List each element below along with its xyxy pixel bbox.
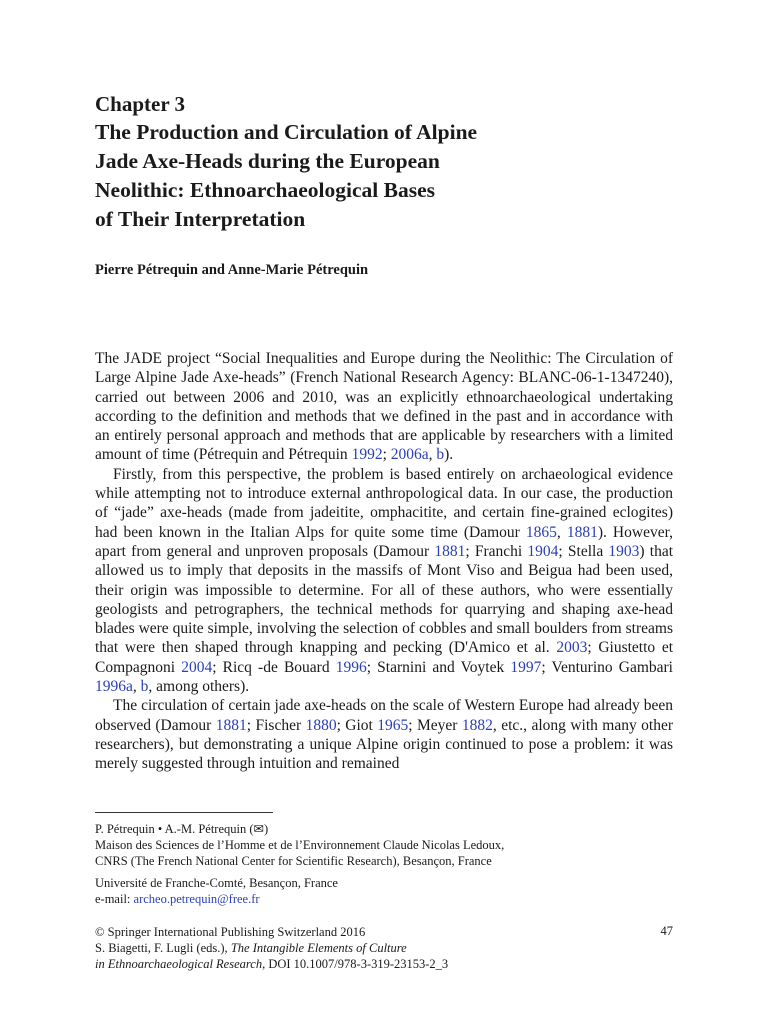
text-run: ; Giot xyxy=(336,716,378,734)
citation-link[interactable]: 2003 xyxy=(556,639,588,657)
text-run: ; Starnini and Voytek xyxy=(366,658,511,676)
text-run: ; Ricq -de Bouard xyxy=(212,658,336,676)
text-run: ). However, apart from general and unproven proposals (Damour xyxy=(95,523,673,560)
paragraph xyxy=(95,696,673,773)
citation-link[interactable]: 1881 xyxy=(215,716,247,734)
citation-link[interactable]: 1881 xyxy=(434,542,466,560)
text-run: Firstly, from this perspective, the problem is based entirely on archaeological evidence while attempting not to introduce external anthropological data. In our case, the production of “jade” axe-heads (made from jadeitite, omphacitite, and certain fine-grained eclogites) had been known in the Italian Alps for quite some time (Damour xyxy=(95,465,673,541)
chapter-title-line: Neolithic: Ethnoarchaeological Bases xyxy=(95,178,436,202)
text-run: , xyxy=(132,678,141,696)
citation-link[interactable]: 1904 xyxy=(527,542,559,560)
footnote-affiliation: Maison des Sciences de l’Homme et de l’Environnement Claude Nicolas Ledoux, xyxy=(95,838,505,852)
text-run: ). xyxy=(444,446,454,464)
email-link[interactable]: archeo.petrequin@free.fr xyxy=(133,892,260,906)
citation-link[interactable]: 1997 xyxy=(510,658,542,676)
text-run: ; Fischer xyxy=(246,716,306,734)
body-text xyxy=(95,349,673,774)
page-number: 47 xyxy=(660,924,673,938)
citation-link[interactable]: 1996 xyxy=(335,658,367,676)
book-title: The Intangible Elements of Culture xyxy=(230,941,407,955)
footnote-email-line xyxy=(95,891,673,907)
footnote-authors: P. Pétrequin • A.-M. Pétrequin (✉) xyxy=(95,822,269,836)
text-run: , etc., along with many other researchers), but demonstrating a unique Alpine origin continued to pose a problem: it was merely suggested through intuition and remained xyxy=(95,716,674,773)
text-run: ; Franchi xyxy=(465,542,528,560)
citation-link[interactable]: 1880 xyxy=(305,716,337,734)
chapter-label: Chapter 3 xyxy=(95,92,186,116)
copyright-line: © Springer International Publishing Switzerland 2016 xyxy=(95,925,366,939)
citation-link[interactable]: b xyxy=(140,678,149,696)
email-label: e-mail: xyxy=(95,892,134,906)
book-title: in Ethnoarchaeological Research xyxy=(95,957,263,971)
text-run: The JADE project “Social Inequalities and Europe during the Neolithic: The Circulation of Large Alpine Jade Axe-heads” (French National Research Agency: BLANC-06-1-1347240), carried out between 2006 and 2010, was an explicitly ethnoarchaeological undertaking according to the definition and methods that we defined in the past and in accordance with an entirely personal approach and methods that are applicable by researchers with a limited amount of time (Pétrequin and Pétrequin xyxy=(95,350,673,464)
paragraph xyxy=(95,465,673,697)
citation-link[interactable]: 1903 xyxy=(608,542,640,560)
text-run: ; Stella xyxy=(558,542,609,560)
footnote xyxy=(95,821,673,907)
text-run: ; Giustetto et Compagnoni xyxy=(95,639,673,676)
chapter-title-line: The Production and Circulation of Alpine xyxy=(95,120,478,144)
book-citation xyxy=(95,956,673,972)
text-run: , among others). xyxy=(148,678,250,696)
book-citation xyxy=(95,940,673,956)
editors: S. Biagetti, F. Lugli (eds.), xyxy=(95,941,231,955)
text-run: ; Meyer xyxy=(408,716,462,734)
chapter-title xyxy=(95,118,655,234)
text-run: ) that allowed us to imply that deposits in the massifs of Mont Viso and Beigua had been used, their origin was impossible to determine. For all of these authors, who were essentially geologists and petrographers, the technical methods for quarrying and shaping axe-head blades were quite simple, involving the selection of cobbles and small boulders from streams that were then shaped through knapping and pecking (D'Amico et al. xyxy=(95,542,674,657)
text-run: , xyxy=(556,523,567,541)
chapter-title-line: Jade Axe-Heads during the European xyxy=(95,149,440,173)
footnote-affiliation: CNRS (The French National Center for Scientific Research), Besançon, France xyxy=(95,854,492,868)
paragraph xyxy=(95,349,673,465)
citation-link[interactable]: 1996a xyxy=(95,678,133,696)
text-run: , xyxy=(428,446,437,464)
citation-link[interactable]: 1965 xyxy=(377,716,409,734)
copyright xyxy=(95,924,673,972)
citation-link[interactable]: b xyxy=(436,446,445,464)
chapter-title-line: of Their Interpretation xyxy=(95,207,306,231)
text-run: ; xyxy=(382,446,391,464)
footnote-rule xyxy=(95,812,273,813)
text-run: The circulation of certain jade axe-heads on the scale of Western Europe had already been observed (Damour xyxy=(95,697,673,734)
citation-link[interactable]: 1865 xyxy=(525,523,557,541)
doi: , DOI 10.1007/978-3-319-23153-2_3 xyxy=(262,957,449,971)
text-run: ; Venturino Gambari xyxy=(541,658,673,676)
footnote-affiliation: Université de Franche-Comté, Besançon, France xyxy=(95,876,338,890)
authors: Pierre Pétrequin and Anne-Marie Pétrequin xyxy=(95,262,369,278)
citation-link[interactable]: 2004 xyxy=(181,658,213,676)
citation-link[interactable]: 1882 xyxy=(461,716,493,734)
citation-link[interactable]: 1992 xyxy=(351,446,383,464)
citation-link[interactable]: 1881 xyxy=(566,523,598,541)
citation-link[interactable]: 2006a xyxy=(390,446,429,464)
